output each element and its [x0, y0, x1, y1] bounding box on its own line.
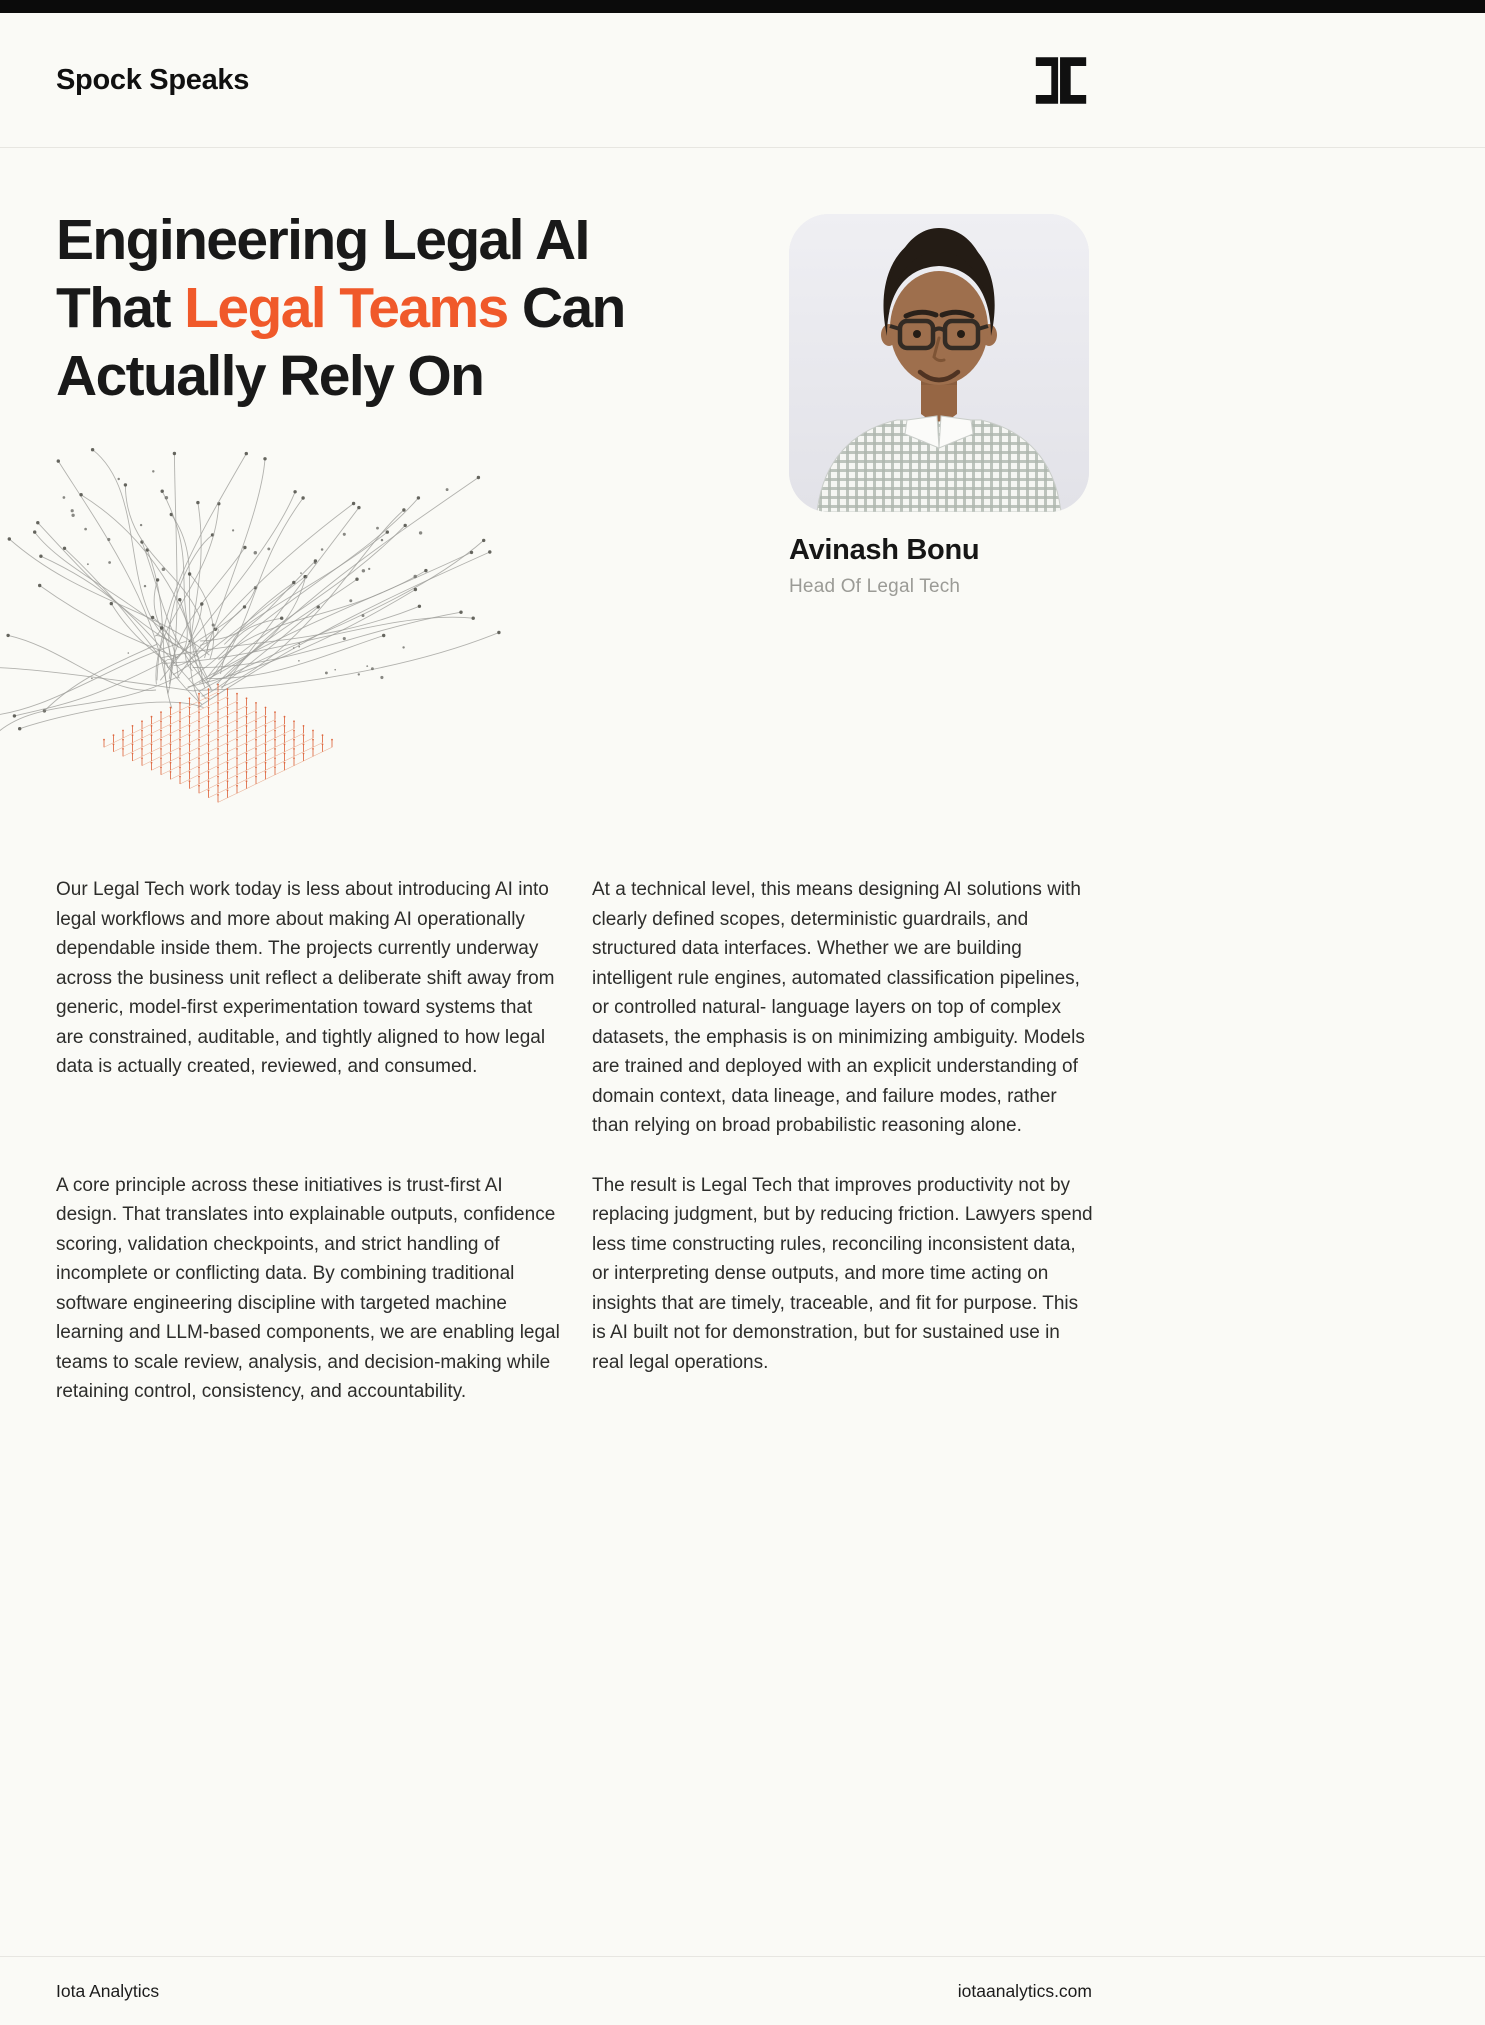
article-body	[0, 875, 1485, 1407]
iota-analytics-logo-icon	[1030, 57, 1092, 104]
footer-website-link[interactable]: iotaanalytics.com	[957, 1980, 1092, 2001]
title-line-3: Actually Rely On	[56, 344, 484, 408]
portrait-illustration	[789, 214, 1089, 512]
author-role: Head Of Legal Tech	[789, 576, 961, 597]
page-footer	[0, 1956, 1485, 2025]
article-title	[56, 206, 625, 410]
article-paragraph: Our Legal Tech work today is less about introducing AI into legal workflows and more about making AI operationally dependable inside them. The projects currently underway across the business unit reflect a deliberate shift away from generic, model-first experimentation toward systems that are constrained, auditable, and tightly aligned to how legal data is actually created, reviewed, and consumed.	[56, 879, 555, 1077]
hero-section	[0, 148, 1485, 875]
article-paragraph: A core principle across these initiatives is trust-first AI design. That translates into explainable outputs, confidence scoring, validation checkpoints, and strict handling of incomplete or conflicting data. By combining traditional software engineering discipline with targeted machine learning and LLM-based components, we are enabling legal teams to scale review, analysis, and decision-making while retaining control, consistency, and accountability.	[56, 1174, 560, 1402]
author-name: Avinash Bonu	[789, 534, 980, 566]
author-profile	[789, 214, 1089, 598]
page-header	[0, 13, 1485, 147]
network-art	[0, 430, 541, 860]
brand-title: Spock Speaks	[56, 63, 250, 96]
title-line-1: Engineering Legal AI	[56, 208, 589, 272]
article-paragraph: At a technical level, this means designing AI solutions with clearly defined scopes, deterministic guardrails, and structured data interfaces. Whether we are building intelligent rule engines, automated classification pipelines, or controlled natural- language layers on top of complex datasets, the emphasis is on minimizing ambiguity. Models are trained and deployed with an explicit understanding of domain context, data lineage, and failure modes, rather than relying on broad probabilistic reasoning alone.	[592, 879, 1085, 1136]
article-paragraph: The result is Legal Tech that improves productivity not by replacing judgment, but by reducing friction. Lawyers spend less time constructing rules, reconciling inconsistent data, or interpreting dense outputs, and more time acting on insights that are timely, traceable, and fit for purpose. This is AI built not for demonstration, but for sustained use in real legal operations.	[592, 1174, 1093, 1373]
top-black-bar	[0, 0, 1485, 13]
title-highlight: Legal Teams	[184, 276, 508, 340]
title-line-2: That Legal Teams Can	[56, 276, 625, 340]
author-portrait-photo	[789, 214, 1089, 512]
footer-company-name: Iota Analytics	[56, 1980, 160, 2001]
